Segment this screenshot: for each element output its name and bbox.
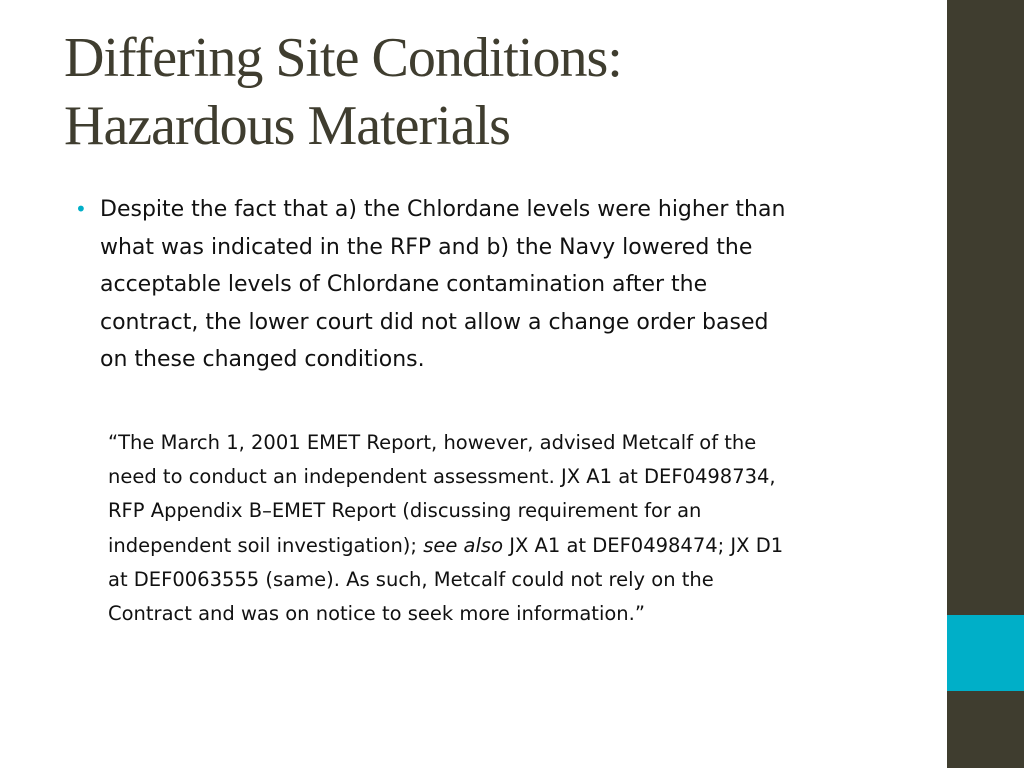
side-accent-block (947, 615, 1024, 691)
bullet-line: Despite the fact that a) the Chlordane levels were higher than (100, 197, 786, 222)
title-line: Hazardous Materials (64, 95, 510, 157)
bullet-marker: • (75, 197, 87, 221)
quote-line: RFP Appendix B–EMET Report (discussing requirement for an (108, 499, 702, 523)
quote-line: Contract and was on notice to seek more information.” (108, 602, 645, 626)
bullet-line: acceptable levels of Chlordane contamination after the (100, 272, 708, 297)
quote-italic-text: see also (423, 533, 503, 557)
bullet-text (100, 191, 890, 379)
bullet-line: on these changed conditions. (100, 347, 425, 372)
quote-line (108, 529, 928, 563)
quote-line: at DEF0063555 (same). As such, Metcalf could not rely on the (108, 567, 714, 591)
bullet-line: what was indicated in the RFP and b) the Navy lowered the (100, 234, 753, 260)
quote-text: independent soil investigation); (108, 533, 424, 557)
quote-line: “The March 1, 2001 EMET Report, however, advised Metcalf of the (108, 431, 757, 454)
quote-text: JX A1 at DEF0498474; JX D1 (503, 533, 784, 557)
slide-title (64, 24, 924, 160)
bullet-line: contract, the lower court did not allow a change order based (100, 309, 769, 335)
title-line: Differing Site Conditions: (64, 27, 622, 89)
bullet-item (75, 191, 915, 379)
quote-line: need to conduct an independent assessment. JX A1 at DEF0498734, (108, 465, 776, 489)
quote-block (108, 426, 928, 631)
